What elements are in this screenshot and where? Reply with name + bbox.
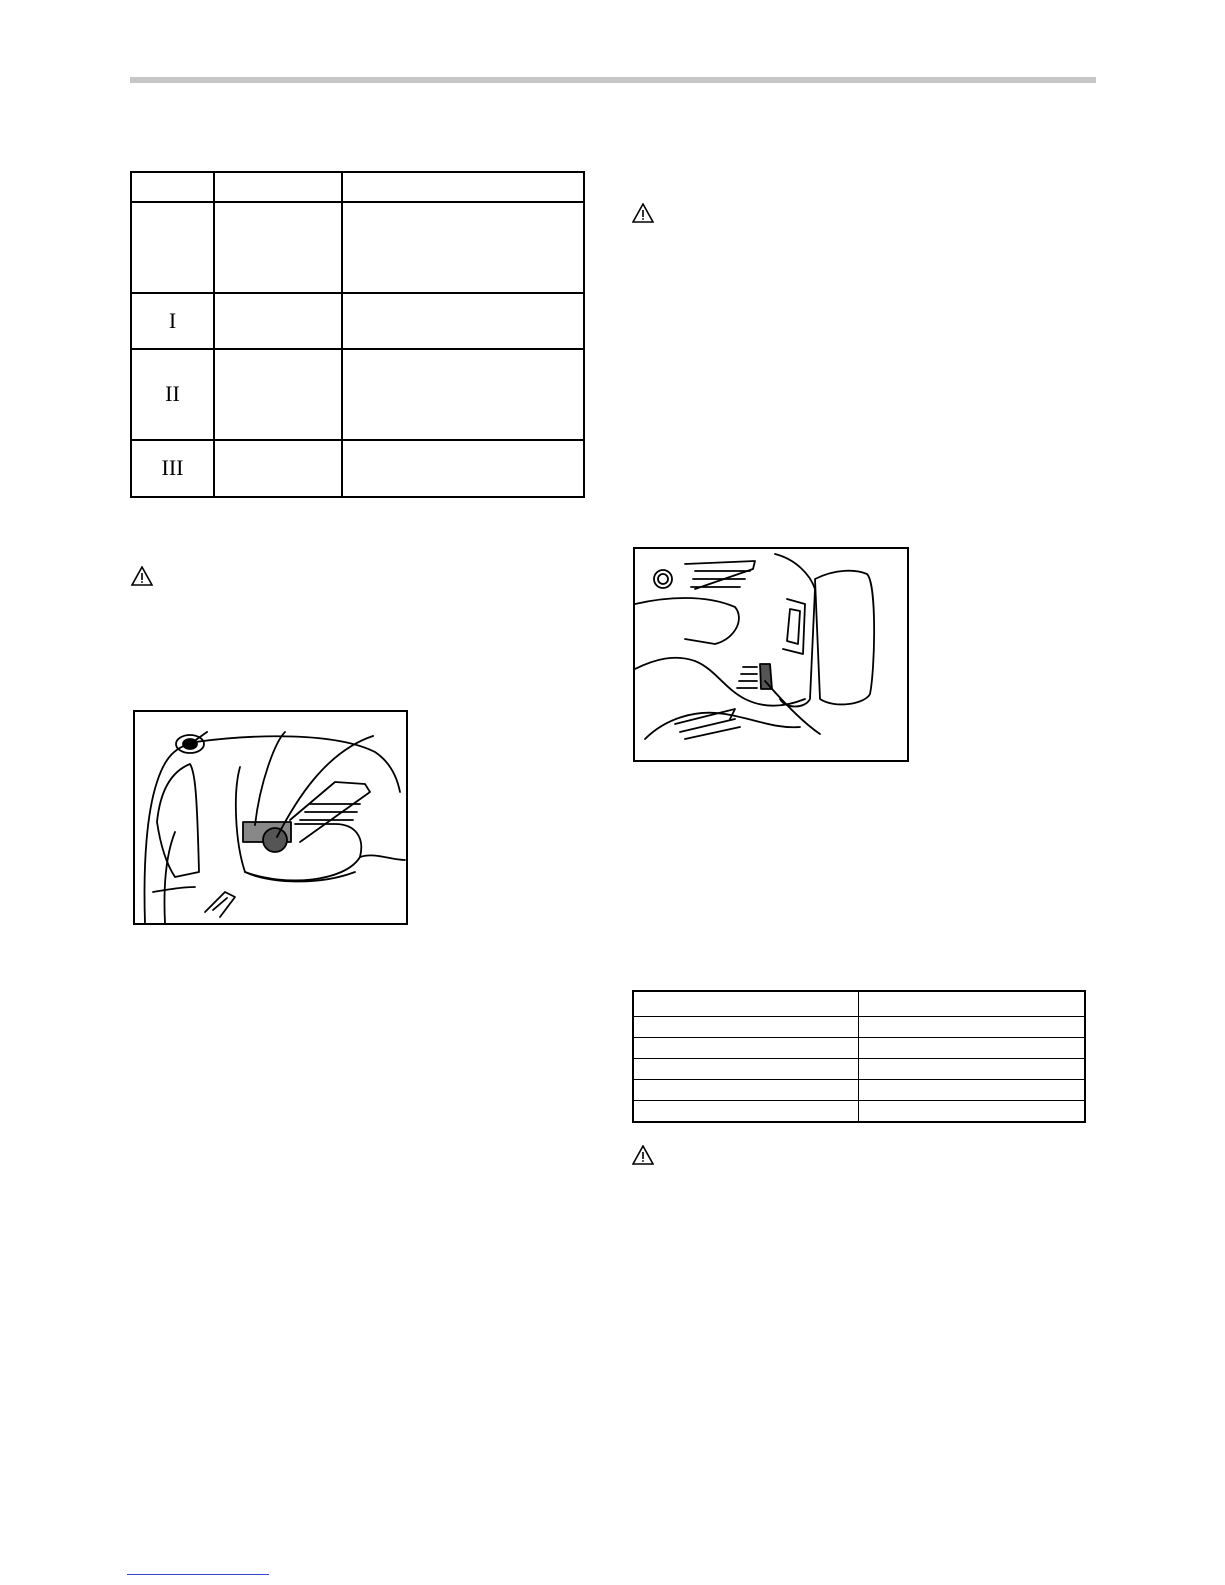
table-cell bbox=[858, 1101, 1085, 1123]
mode-symbol: II bbox=[131, 349, 214, 440]
table-cell bbox=[633, 1101, 858, 1123]
table-cell bbox=[633, 991, 858, 1017]
table-cell bbox=[858, 1038, 1085, 1059]
table-cell bbox=[858, 991, 1085, 1017]
table-cell bbox=[858, 1080, 1085, 1101]
table-header-cell bbox=[214, 172, 342, 202]
table-cell bbox=[858, 1059, 1085, 1080]
table-row bbox=[131, 293, 584, 349]
mode-symbol: III bbox=[131, 440, 214, 497]
table-cell bbox=[214, 349, 342, 440]
warning-triangle-icon bbox=[632, 1145, 654, 1165]
table-cell bbox=[342, 293, 584, 349]
table-header-cell bbox=[131, 172, 214, 202]
table-cell bbox=[214, 440, 342, 497]
table-row bbox=[131, 440, 584, 497]
table-row bbox=[633, 1017, 1085, 1038]
jigsaw-switch-illustration bbox=[135, 712, 406, 923]
table-cell bbox=[342, 440, 584, 497]
table-row bbox=[633, 1059, 1085, 1080]
warning-triangle-icon bbox=[131, 566, 153, 586]
mode-symbol bbox=[131, 202, 214, 293]
table-cell bbox=[214, 293, 342, 349]
table-row bbox=[131, 172, 584, 202]
table-row bbox=[633, 1101, 1085, 1123]
mode-table bbox=[130, 171, 585, 498]
table-cell bbox=[633, 1017, 858, 1038]
table-cell bbox=[342, 202, 584, 293]
jigsaw-speed-dial-illustration bbox=[635, 549, 907, 760]
table-cell bbox=[342, 349, 584, 440]
bottom-link-rule bbox=[127, 1574, 269, 1575]
table-row bbox=[633, 1038, 1085, 1059]
switch-figure bbox=[133, 710, 408, 925]
warning-triangle-icon bbox=[632, 203, 654, 223]
table-cell bbox=[633, 1080, 858, 1101]
table-cell bbox=[214, 202, 342, 293]
table-row bbox=[131, 202, 584, 293]
table-cell bbox=[858, 1017, 1085, 1038]
table-row bbox=[633, 1080, 1085, 1101]
table-row bbox=[131, 349, 584, 440]
table-header-cell bbox=[342, 172, 584, 202]
table-row bbox=[633, 991, 1085, 1017]
table-cell bbox=[633, 1059, 858, 1080]
table-cell bbox=[633, 1038, 858, 1059]
top-rule bbox=[130, 77, 1096, 83]
dial-figure bbox=[633, 547, 909, 762]
lines-table bbox=[632, 990, 1086, 1123]
mode-symbol: I bbox=[131, 293, 214, 349]
